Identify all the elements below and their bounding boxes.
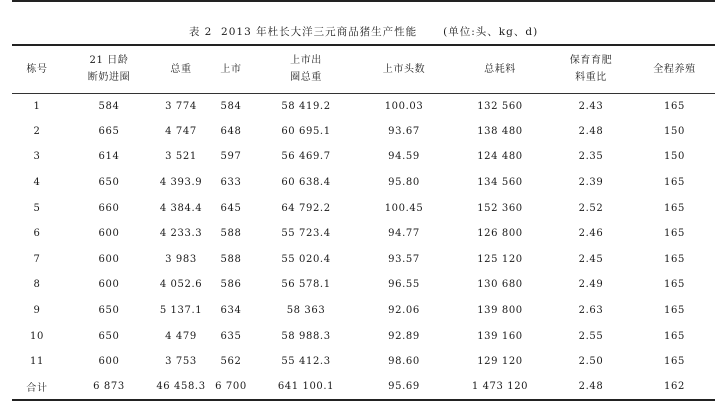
production-table — [12, 44, 715, 401]
table-cell: 58 363 — [286, 305, 326, 317]
table-cell: 584 — [98, 100, 120, 112]
table-row — [12, 272, 715, 298]
caption-title: 表 2 2013 年杜长大洋三元商品猪生产性能 — [188, 26, 418, 38]
table-cell: 93.57 — [388, 253, 420, 265]
table-cell: 2.43 — [578, 100, 604, 112]
table-cell: 588 — [220, 228, 242, 240]
table-cell: 56 469.7 — [281, 151, 331, 163]
table-cell: 93.67 — [388, 125, 420, 137]
table-cell: 635 — [220, 330, 242, 342]
table-cell: 7 — [33, 253, 41, 265]
column-header-label: 总耗料 — [484, 63, 516, 75]
table-cell: 165 — [664, 253, 685, 265]
table-cell: 3 753 — [165, 356, 197, 368]
table-cell: 55 412.3 — [281, 356, 331, 368]
table-cell: 4 747 — [165, 125, 197, 137]
table-cell: 55 723.4 — [281, 228, 331, 240]
table-cell: 98.60 — [388, 356, 420, 368]
table-cell: 2.46 — [578, 228, 604, 240]
column-header-label: 上市 — [220, 63, 242, 75]
column-header — [548, 45, 634, 93]
table-cell: 2.48 — [578, 125, 604, 137]
table-cell: 2.49 — [578, 279, 604, 291]
column-header-label: 全程养殖 — [653, 63, 696, 75]
column-header-label: 圈总重 — [290, 72, 322, 84]
column-header — [256, 45, 356, 93]
caption-unit: (单位:头、kg、d) — [443, 26, 539, 38]
table-cell: 165 — [664, 202, 685, 214]
table-row — [12, 144, 715, 170]
table-cell: 165 — [664, 305, 685, 317]
table-cell: 130 680 — [477, 279, 523, 291]
table-cell: 6 — [33, 228, 41, 240]
table-cell: 124 480 — [477, 151, 523, 163]
table-body — [12, 93, 715, 400]
table-cell: 2.50 — [578, 356, 604, 368]
table-header — [12, 45, 715, 93]
column-header-label: 栋号 — [26, 63, 48, 75]
table-cell: 650 — [98, 177, 120, 189]
table-cell: 100.03 — [384, 100, 424, 112]
table-cell: 95.80 — [388, 177, 420, 189]
table-cell: 92.06 — [388, 305, 420, 317]
table-row — [12, 323, 715, 349]
table-cell: 4 052.6 — [159, 279, 203, 291]
table-cell: 165 — [664, 279, 685, 291]
column-header — [452, 45, 548, 93]
table-cell: 584 — [220, 100, 242, 112]
table-cell: 3 983 — [165, 253, 197, 265]
table-cell: 165 — [664, 330, 685, 342]
table-cell: 9 — [33, 305, 41, 317]
table-cell: 合计 — [12, 375, 62, 401]
table-cell: 8 — [33, 279, 41, 291]
table-cell: 2.52 — [578, 202, 604, 214]
table-cell: 4 — [33, 177, 41, 189]
table-cell: 165 — [664, 100, 685, 112]
table-cell: 3 521 — [165, 151, 197, 163]
table-cell: 3 — [33, 151, 41, 163]
table-cell: 562 — [220, 356, 242, 368]
table-row — [12, 119, 715, 145]
table-cell: 641 100.1 — [256, 375, 356, 401]
table-cell: 600 — [98, 228, 120, 240]
header-row — [12, 45, 715, 93]
column-header — [12, 45, 62, 93]
table-cell: 6 873 — [62, 375, 156, 401]
table-caption — [0, 24, 727, 39]
table-cell: 634 — [220, 305, 242, 317]
table-cell: 58 419.2 — [281, 100, 331, 112]
table-cell: 134 560 — [477, 177, 523, 189]
table-cell: 2.35 — [578, 151, 604, 163]
table-cell: 139 800 — [477, 305, 523, 317]
column-header-label: 上市头数 — [382, 63, 426, 75]
table-cell: 126 800 — [477, 228, 523, 240]
column-header-label: 上市出 — [290, 55, 322, 67]
table-row — [12, 247, 715, 273]
table-cell: 650 — [98, 305, 120, 317]
table-cell: 2.55 — [578, 330, 604, 342]
table-cell: 4 384.4 — [159, 202, 203, 214]
table-cell: 600 — [98, 253, 120, 265]
table-cell: 165 — [664, 177, 685, 189]
column-header-label: 断奶进圈 — [87, 72, 131, 84]
column-header-label: 保育育肥 — [569, 55, 613, 67]
table-cell: 600 — [98, 279, 120, 291]
table-cell: 3 774 — [165, 100, 197, 112]
table-cell: 5 137.1 — [159, 305, 203, 317]
table-cell: 150 — [664, 125, 685, 137]
table-cell: 648 — [220, 125, 242, 137]
table-cell: 56 578.1 — [281, 279, 331, 291]
table-row — [12, 298, 715, 324]
table-cell: 2.63 — [578, 305, 604, 317]
table-cell: 1 — [33, 100, 41, 112]
column-header — [62, 45, 156, 93]
table-cell: 11 — [30, 356, 44, 368]
table-cell: 165 — [664, 356, 685, 368]
table-cell: 46 458.3 — [156, 375, 206, 401]
table-row — [12, 170, 715, 196]
table-cell: 614 — [98, 151, 120, 163]
column-header — [634, 45, 715, 93]
table-cell: 588 — [220, 253, 242, 265]
table-cell: 4 479 — [165, 330, 197, 342]
table-cell: 132 560 — [477, 100, 523, 112]
table-cell: 92.89 — [388, 330, 420, 342]
column-header — [356, 45, 452, 93]
table-cell: 125 120 — [477, 253, 523, 265]
table-cell: 95.69 — [356, 375, 452, 401]
table-cell: 633 — [220, 177, 242, 189]
table-cell: 650 — [98, 330, 120, 342]
table-cell: 2 — [33, 125, 41, 137]
table-cell: 2.45 — [578, 253, 604, 265]
table-cell: 165 — [664, 228, 685, 240]
table-row — [12, 93, 715, 119]
table-cell: 5 — [33, 202, 41, 214]
table-cell: 55 020.4 — [281, 253, 331, 265]
table-cell: 1 473 120 — [452, 375, 548, 401]
table-cell: 597 — [220, 151, 242, 163]
table-cell: 6 700 — [206, 375, 256, 401]
table-cell: 138 480 — [477, 125, 523, 137]
table-cell: 94.77 — [388, 228, 420, 240]
table-row — [12, 195, 715, 221]
table-cell: 660 — [98, 202, 120, 214]
table-cell: 4 233.3 — [159, 228, 203, 240]
total-row — [12, 375, 715, 401]
table-row — [12, 349, 715, 375]
table-cell: 100.45 — [384, 202, 424, 214]
column-header — [206, 45, 256, 93]
table-cell: 139 160 — [477, 330, 523, 342]
table-cell: 94.59 — [388, 151, 420, 163]
column-header-label: 料重比 — [575, 72, 607, 84]
table-cell: 10 — [30, 330, 44, 342]
table-cell: 586 — [220, 279, 242, 291]
column-header-label: 21 日龄 — [89, 55, 129, 67]
table-cell: 129 120 — [477, 356, 523, 368]
table-cell: 4 393.9 — [159, 177, 203, 189]
column-header-label: 总重 — [170, 63, 192, 75]
table-cell: 96.55 — [388, 279, 420, 291]
table-cell: 2.39 — [578, 177, 604, 189]
table-cell: 665 — [98, 125, 120, 137]
table-cell: 152 360 — [477, 202, 523, 214]
top-rule — [12, 0, 715, 2]
table-cell: 2.48 — [548, 375, 634, 401]
table-row — [12, 221, 715, 247]
table-cell: 150 — [664, 151, 685, 163]
table-cell: 600 — [98, 356, 120, 368]
table-cell: 60 695.1 — [281, 125, 331, 137]
table-cell: 60 638.4 — [281, 177, 331, 189]
table-cell: 645 — [220, 202, 242, 214]
column-header — [156, 45, 206, 93]
table-cell: 64 792.2 — [281, 202, 331, 214]
table-cell: 58 988.3 — [281, 330, 331, 342]
table-cell: 162 — [634, 375, 715, 401]
